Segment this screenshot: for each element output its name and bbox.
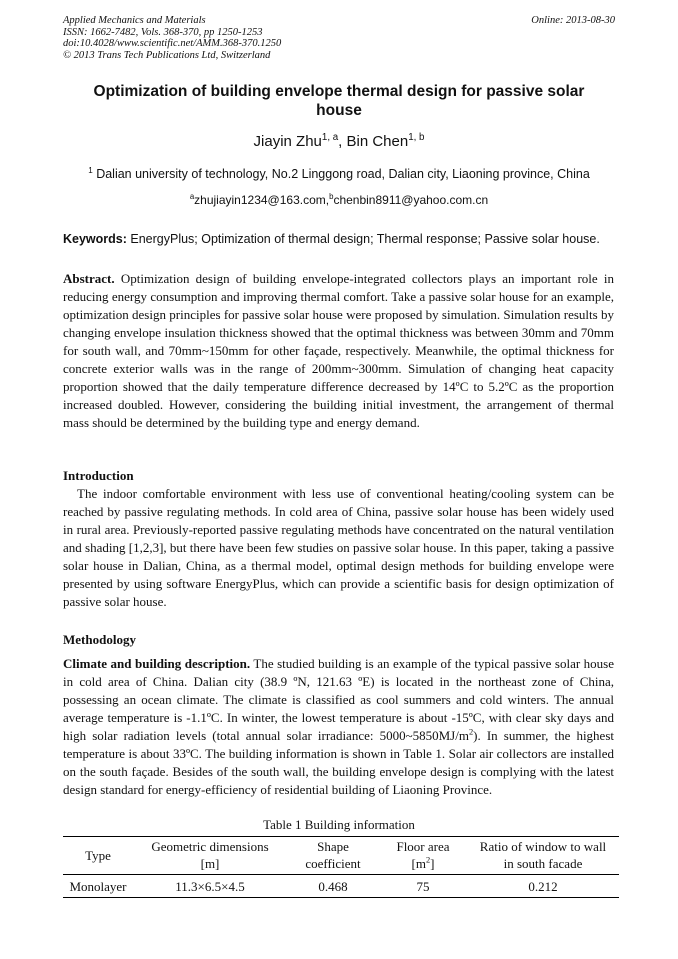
author-emails xyxy=(63,193,615,207)
author-2-affil: 1, b xyxy=(408,132,425,143)
paper-title xyxy=(63,82,615,120)
cell-dimensions: 11.3×6.5×4.5 xyxy=(175,879,245,894)
affiliation-marker: 1 xyxy=(88,165,93,175)
keywords-label: Keywords: xyxy=(63,232,127,246)
introduction-paragraph: The indoor comfortable environment with less use of conventional heating/cooling system can be reached by passive regulating methods. In cold area of China, passive solar house has been widely used in rural area. Previously-reported passive regulating methods have concentrated on the natural ventilation and shading [1,2,3], but there have been few studies on passive solar house. In this paper, taking a passive solar house in Dalian, China, as a thermal model, optimal design methods for building envelope were presented by using software EnergyPlus, which can provide a scientific basis for design optimization of passive solar house. xyxy=(63,486,614,609)
author-1: Jiayin Zhu xyxy=(253,133,322,150)
affiliation xyxy=(63,167,615,181)
table-header-row xyxy=(63,837,619,875)
col-window-ratio: Ratio of window to wall in south facade xyxy=(479,839,607,871)
journal-doi[interactable]: doi:10.4028/www.scientific.net/AMM.368-370.1250 xyxy=(63,38,282,49)
journal-issn: ISSN: 1662-7482, Vols. 368-370, pp 1250-1253 xyxy=(63,26,263,38)
affiliation-text: Dalian university of technology, No.2 Linggong road, Dalian city, Liaoning province, China xyxy=(92,167,590,181)
email-a-marker: a xyxy=(189,192,195,201)
abstract xyxy=(63,270,614,432)
abstract-text: Optimization design of building envelope-integrated collectors plays an important role in reducing energy consumption and improving thermal comfort. Take a passive solar house for an example, optimization design principles for passive solar house were proposed by simulation. Simulation results by changing envelope insulation thickness showed that the optimal thickness was between 30mm and 70mm for south wall, and 70mm~150mm for other façade, respectively. Meanwhile, the optimal thickness for concrete exterior walls was in the range of 200mm~300mm. Simulation of changing heat capacity proportion showed that the daily temperature difference decreased by 14ºC to 5.2ºC as the proportion increased doubled. However, considering the building initial investment, the arrangement of thermal mass should be determined by the building type and energy demand. xyxy=(63,271,614,430)
journal-copyright: © 2013 Trans Tech Publications Ltd, Switzerland xyxy=(63,49,271,61)
email-b-marker: b xyxy=(329,192,334,201)
cell-floor-area: 75 xyxy=(416,879,430,894)
col-dimensions: Geometric dimensions [m] xyxy=(151,839,269,871)
online-date: Online: 2013-08-30 xyxy=(531,15,615,26)
climate-paragraph xyxy=(63,655,614,799)
email-b[interactable]: chenbin8911@yahoo.com.cn xyxy=(333,193,489,207)
journal-name: Applied Mechanics and Materials xyxy=(63,15,206,26)
col-type: Type xyxy=(85,847,111,863)
title-line-2: house xyxy=(316,102,362,119)
journal-header xyxy=(63,15,281,61)
cell-type: Monolayer xyxy=(69,879,127,894)
col-floor-area: Floor area $[m^2]$ xyxy=(396,839,450,871)
climate-label: Climate and building description. xyxy=(63,656,251,671)
methodology-heading: Methodology xyxy=(63,632,136,647)
abstract-label: Abstract. xyxy=(63,271,115,286)
introduction-heading: Introduction xyxy=(63,468,134,483)
title-line-1: Optimization of building envelope thermal design for passive solar xyxy=(93,83,585,100)
building-info-table xyxy=(63,836,619,898)
cell-window-ratio: 0.212 xyxy=(528,879,558,894)
author-separator: , xyxy=(338,133,347,150)
author-1-affil: 1, a xyxy=(321,132,339,143)
climate-text-1: The studied building is an example of the typical passive solar house in cold area of China. Dalian city (38.9 ºN, 121.63 ºE) is located in the northeast zone of China, possessing an ocean climate. The climate is classified as cool summers and cold winters. The annual average temperature is -1.1ºC. In winter, the lowest temperature is about -15ºC, with clear sky days and high solar radiation levels (total annual solar irradiance: 5000~5850MJ/m xyxy=(63,656,614,743)
keywords-text: EnergyPlus; Optimization of thermal design; Thermal response; Passive solar house. xyxy=(126,232,600,246)
col-shape: Shape coefficient xyxy=(305,839,361,871)
author-2: Bin Chen xyxy=(346,133,409,150)
keywords xyxy=(63,232,615,246)
cell-shape: 0.468 xyxy=(318,879,348,894)
email-a[interactable]: zhujiayin1234@163.com, xyxy=(194,193,330,207)
author-list xyxy=(63,133,615,150)
climate-unit-sup: 2 xyxy=(468,726,474,737)
table-caption: Table 1 Building information xyxy=(263,817,415,832)
table-row xyxy=(63,875,619,898)
climate-text-2: ). In summer, the highest temperature is about 33ºC. The building information is shown in Table 1. Solar air collectors are installed on the south façade. Besides of the south wall, the building envelope design is complying with the latest design standard for energy-efficiency of residential building of Liaoning Province. xyxy=(63,728,614,797)
